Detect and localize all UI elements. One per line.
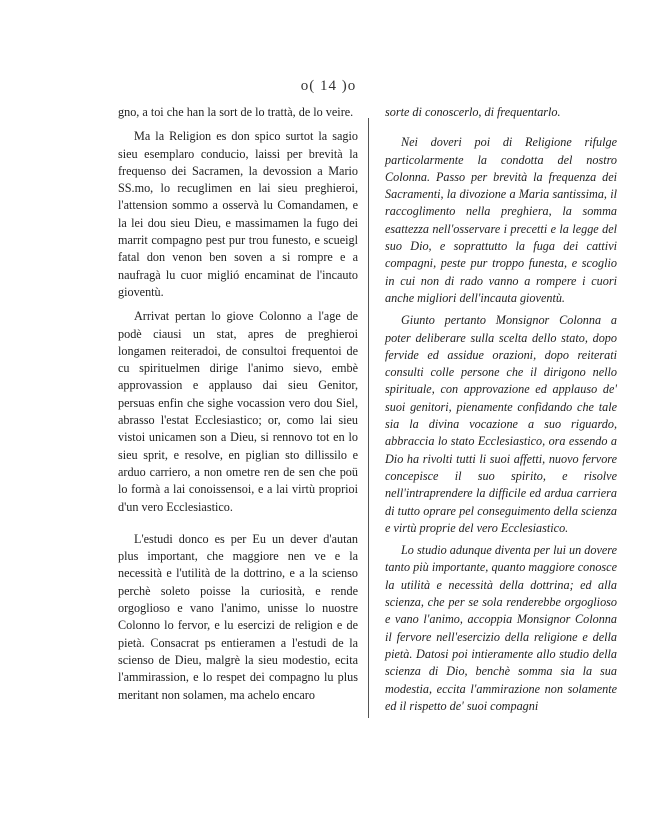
left-paragraph-2: Ma la Religion es don spico surtot la sagio sieu esemplaro conducio, laissi per brevità la frequenso dei Sacramen, la devossion a Mario SS.mo, lo recuglimen en lai sieu preghieroi, l'attension sommo a osservà lu Comandamen, e la lei dou sieu Dieu, e massimamen la fugo dei marrit compagno pest pur trou funesto, e scueigl fatal don venon ben soven a si rompre e a naufragà lu cuor miglió encaminat de l'incauto gioventù. [118,129,358,299]
left-paragraph-4: L'estudi donco es per Eu un dever d'autan plus important, che maggiore nen ve e la necessità e l'utilità de la dottrino, e a la scienso perchè soleto poisse la curiosità, e rende orgoglioso e vano l'animo, unisse lo nuostre Colonno lo fervor, e lu esercizi de religion e de pietà. Consacrat ps entieramen a l'estudi de la scienso de Dieu, malgrè la sieu modestio, ecita l'ammirassion, e lo respet dei compagno lu plus meritant non solamen, ma achelo encaro [118,531,358,702]
left-paragraph-3: Arrivat pertan lo giove Colonno a l'age de podè ciausi un stat, apres de preghieroi longamen reiteradoi, de consultoi frequentoi de cu spirituelmen dirige l'animo sievo, embè approvassion e applauso dai sieu Genitor, persuas enfin che sighe vocassion vero dou Siel, abrasso l'estat Ecclesiastico; or, como lai sieu vistoi unicamen son a Dieu, si rennovo tot en lo sieu sprit, e resolve, en piglian sto dillissilo e arduo carriero, a non ometre ren de sen che poü lo formà a lai conoissensoi, e a lai virtù proprioi d'un vero Ecclesiastico. [118,309,358,514]
left-paragraph-1: gno, a toi che han la sort de lo trattà, de lo veire. [118,105,354,119]
right-column-italian-text [385,104,617,715]
right-paragraph-3: Giunto pertanto Monsignor Colonna a poter deliberare sulla scelta dello stato, dopo fervide ed assidue orazioni, dopo reiterati consulti colle persone che il dirigono nello spirituale, con approvazione ed applauso de' suoi genitori, pienamente confidando che tale sia la divina vocazione a suo riguardo, abbraccia lo stato Ecclesiastico, ora essendo a Dio ha rivolti tutti li suoi affetti, nuovo fervore concepisce il suo spirito, e risolve nell'intraprendere la difficile ed ardua carriera di tutto oprare pel conseguimento della scienza e virtù proprie del vero Ecclesiastico. [385,313,617,535]
right-paragraph-2: Nei doveri poi di Religione rifulge particolarmente la condotta del nostro Colonna. Passo per brevità la frequenza dei Sacramenti, la divozione a Maria santissima, il raccoglimento nella preghiera, la somma esattezza nell'osservare i precetti e la legge del suo Dio, e soprattutto la fuga dei cattivi compagni, peste pur troppo funesta, e scoglio in cui non di rado vanno a rompere i cuori anche migliori dell'incauta gioventù. [385,135,617,305]
right-paragraph-1: sorte di conoscerlo, di frequentarlo. [385,105,561,119]
right-paragraph-4: Lo studio adunque diventa per lui un dovere tanto più importante, quanto maggiore conosce la utilità e necessità della dottrina; ed alla scienza, che per se sola renderebbe orgoglioso e vano l'animo, accoppia Monsignor Colonna il fervore nell'esercizio della religione e della pietà. Datosi poi intieramente allo studio della scienza di Dio, benchè somma sia la sua modestia, eccita l'ammirazione non solamente ed il rispetto de' suoi compagni [385,543,617,713]
column-divider [368,118,369,718]
left-column-dialect-text [118,104,358,704]
page-number: o( 14 )o [300,78,357,94]
